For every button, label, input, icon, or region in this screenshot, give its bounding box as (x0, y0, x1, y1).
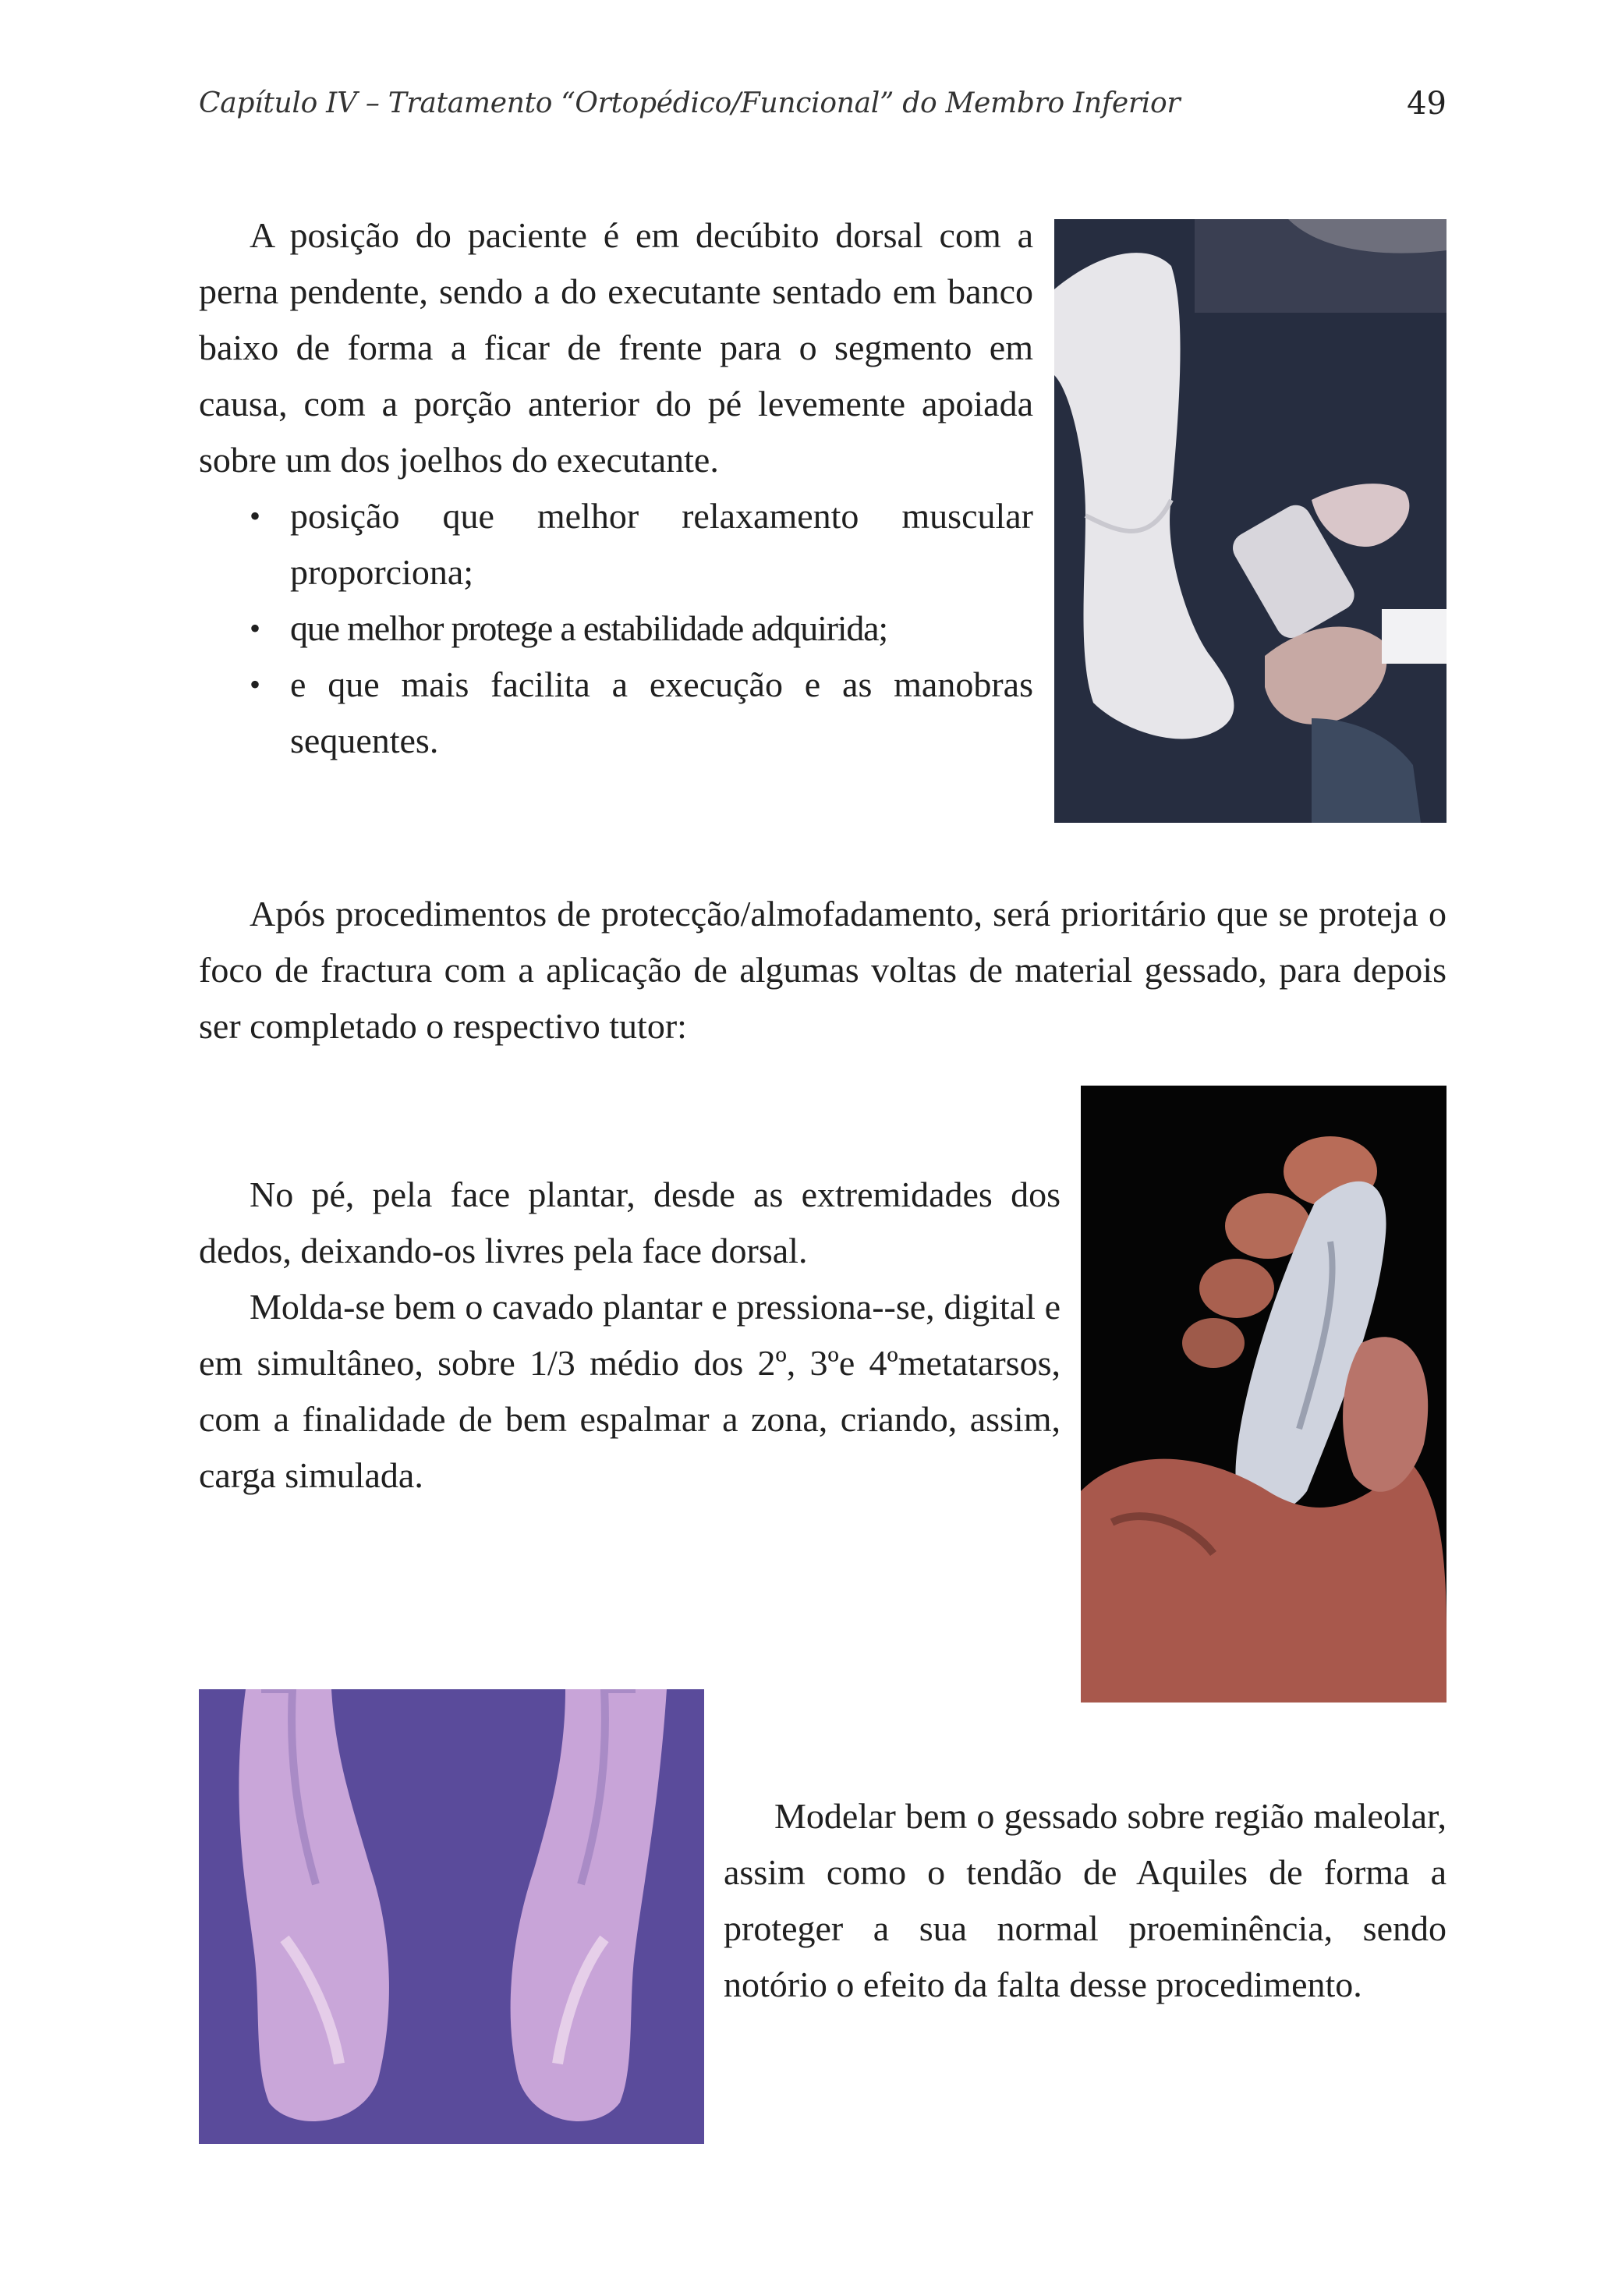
paragraph-fracture-protection: Após procedimentos de protecção/almofadamento, será prioritário que se proteja o foco de fractura com a aplicação de algumas voltas de material gessado, para depois ser completado o respectivo tutor: (199, 894, 1447, 1046)
list-item (199, 601, 1033, 657)
running-head: Capítulo IV – Tratamento “Ortopédico/Funcional” do Membro Inferior (199, 87, 1181, 119)
list-item-text: que melhor protege a estabilidade adquirida; (290, 608, 887, 648)
photo-leg-casting (1054, 219, 1447, 823)
bullet-icon: • (250, 667, 261, 702)
bullet-icon: • (250, 611, 260, 646)
bullet-icon: • (250, 498, 261, 533)
list-item (199, 488, 1033, 601)
photo-foot-molding (1081, 1086, 1447, 1703)
section-fracture-protection (199, 886, 1447, 1054)
page-number: 49 (1407, 86, 1447, 122)
section-plantar-molding (199, 1167, 1061, 1504)
section-malleolar-molding (724, 1788, 1447, 2013)
paragraph-plantar-face: No pé, pela face plantar, desde as extremidades dos dedos, deixando-os livres pela face dorsal. (199, 1175, 1061, 1270)
page-header (199, 87, 1447, 134)
list-item-text: e que mais facilita a execução e as manobras sequentes. (290, 664, 1033, 760)
list-item (199, 657, 1033, 769)
section-patient-position (199, 207, 1033, 769)
paragraph-malleolar-region: Modelar bem o gessado sobre região maleolar, assim como o tendão de Aquiles de forma a proteger a sua normal proeminência, sendo notório o efeito da falta desse procedimento. (724, 1796, 1447, 2004)
photo-heels-comparison (199, 1689, 704, 2144)
paragraph-patient-position: A posição do paciente é em decúbito dorsal com a perna pendente, sendo a do executante sentado em banco baixo de forma a ficar de frente para o segmento em causa, com a porção anterior do pé levemente apoiada sobre um dos joelhos do executante. (199, 215, 1033, 480)
bullet-list (199, 488, 1033, 769)
list-item-text: posição que melhor relaxamento muscular proporciona; (290, 496, 1033, 592)
paragraph-plantar-arch: Molda-se bem o cavado plantar e pressiona--se, digital e em simultâneo, sobre 1/3 médio dos 2º, 3ºe 4ºmetatarsos, com a finalidade de bem espalmar a zona, criando, assim, carga simulada. (199, 1287, 1061, 1495)
